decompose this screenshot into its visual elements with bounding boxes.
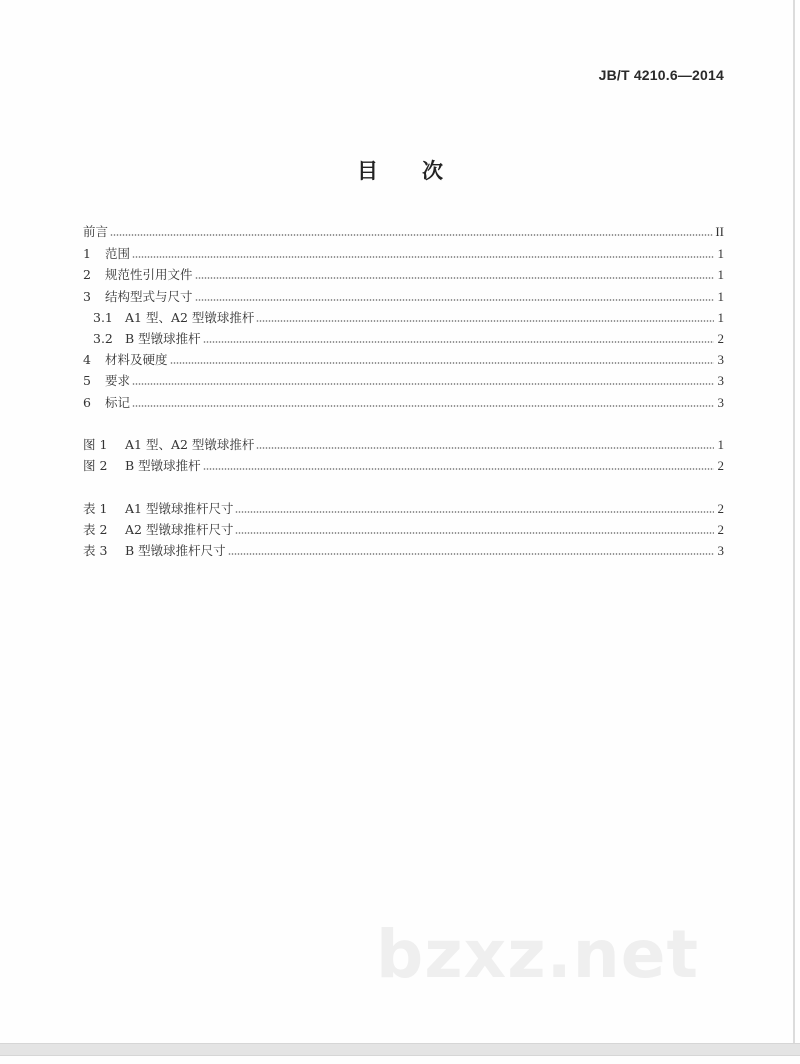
toc-entry-section-1[interactable] <box>83 245 724 263</box>
toc-number: 图 1 <box>83 437 108 452</box>
dot-leader <box>203 340 714 344</box>
toc-label: 规范性引用文件 <box>105 267 193 282</box>
toc-entry-figure-2[interactable] <box>83 457 724 475</box>
dot-leader <box>195 276 714 280</box>
toc-entry-section-6[interactable] <box>83 394 724 412</box>
toc-number: 5 <box>83 373 91 388</box>
page-edge-right <box>793 0 795 1044</box>
toc-label: B 型镦球推杆 <box>125 331 201 346</box>
dot-leader <box>110 233 713 237</box>
toc-page-number: 3 <box>717 352 724 367</box>
toc-entry-section-3-2[interactable] <box>83 330 724 348</box>
toc-page-number: 1 <box>717 437 724 452</box>
toc-label: B 型镦球推杆尺寸 <box>125 543 226 558</box>
dot-leader <box>256 446 714 450</box>
toc-number: 表 2 <box>83 522 108 537</box>
dot-leader <box>235 531 714 535</box>
dot-leader <box>228 552 714 556</box>
toc-page-number: 1 <box>717 246 724 261</box>
toc-label: 要求 <box>105 373 131 388</box>
toc-page-number: 1 <box>717 267 724 282</box>
toc-entry-table-2[interactable] <box>83 521 724 539</box>
toc-number: 2 <box>83 267 91 282</box>
toc-label: A1 型、A2 型镦球推杆 <box>125 437 255 452</box>
toc-page-number: 3 <box>717 373 724 388</box>
toc-entry-figure-1[interactable] <box>83 436 724 454</box>
dot-leader <box>132 255 714 259</box>
toc-entry-section-2[interactable] <box>83 266 724 284</box>
toc-number: 3.1 <box>93 310 113 325</box>
toc-page-number: 2 <box>717 522 724 537</box>
toc-number: 3 <box>83 289 91 304</box>
toc-label: A2 型镦球推杆尺寸 <box>125 522 234 537</box>
toc-entry-section-4[interactable] <box>83 351 724 369</box>
toc-page-number: 1 <box>717 289 724 304</box>
page-title: 目次 <box>357 159 487 183</box>
watermark: bzxz.net <box>376 916 700 993</box>
toc-label: 前言 <box>83 224 109 239</box>
toc-label: 结构型式与尺寸 <box>105 289 193 304</box>
toc-label: 范围 <box>105 246 131 261</box>
toc-number: 表 1 <box>83 501 108 516</box>
toc-label: 材料及硬度 <box>105 352 168 367</box>
dot-leader <box>170 361 714 365</box>
dot-leader <box>235 510 714 514</box>
toc-entry-section-5[interactable] <box>83 372 724 390</box>
toc-label: A1 型、A2 型镦球推杆 <box>125 310 255 325</box>
toc-label: B 型镦球推杆 <box>125 458 201 473</box>
standard-code: JB/T 4210.6—2014 <box>598 67 724 83</box>
toc-page-number: 2 <box>717 501 724 516</box>
dot-leader <box>256 319 714 323</box>
page-edge-bottom <box>0 1043 800 1056</box>
toc-page-number: 2 <box>717 458 724 473</box>
toc-entry-table-3[interactable] <box>83 542 724 560</box>
toc-page-number: II <box>715 224 724 239</box>
toc-number: 6 <box>83 395 91 410</box>
toc-page-number: 3 <box>717 543 724 558</box>
toc-entry-table-1[interactable] <box>83 500 724 518</box>
dot-leader <box>195 298 714 302</box>
toc-number: 4 <box>83 352 91 367</box>
toc-number: 图 2 <box>83 458 108 473</box>
toc-page-number: 2 <box>717 331 724 346</box>
toc-label: A1 型镦球推杆尺寸 <box>125 501 234 516</box>
dot-leader <box>132 382 714 386</box>
toc-page-number: 1 <box>717 310 724 325</box>
dot-leader <box>132 404 714 408</box>
toc-entry-foreword[interactable] <box>83 223 724 241</box>
toc-entry-section-3-1[interactable] <box>83 309 724 327</box>
toc-label: 标记 <box>105 395 131 410</box>
dot-leader <box>203 467 714 471</box>
toc-page-number: 3 <box>717 395 724 410</box>
toc-entry-section-3[interactable] <box>83 288 724 306</box>
toc-number: 3.2 <box>93 331 113 346</box>
toc-number: 1 <box>83 246 91 261</box>
toc-number: 表 3 <box>83 543 108 558</box>
